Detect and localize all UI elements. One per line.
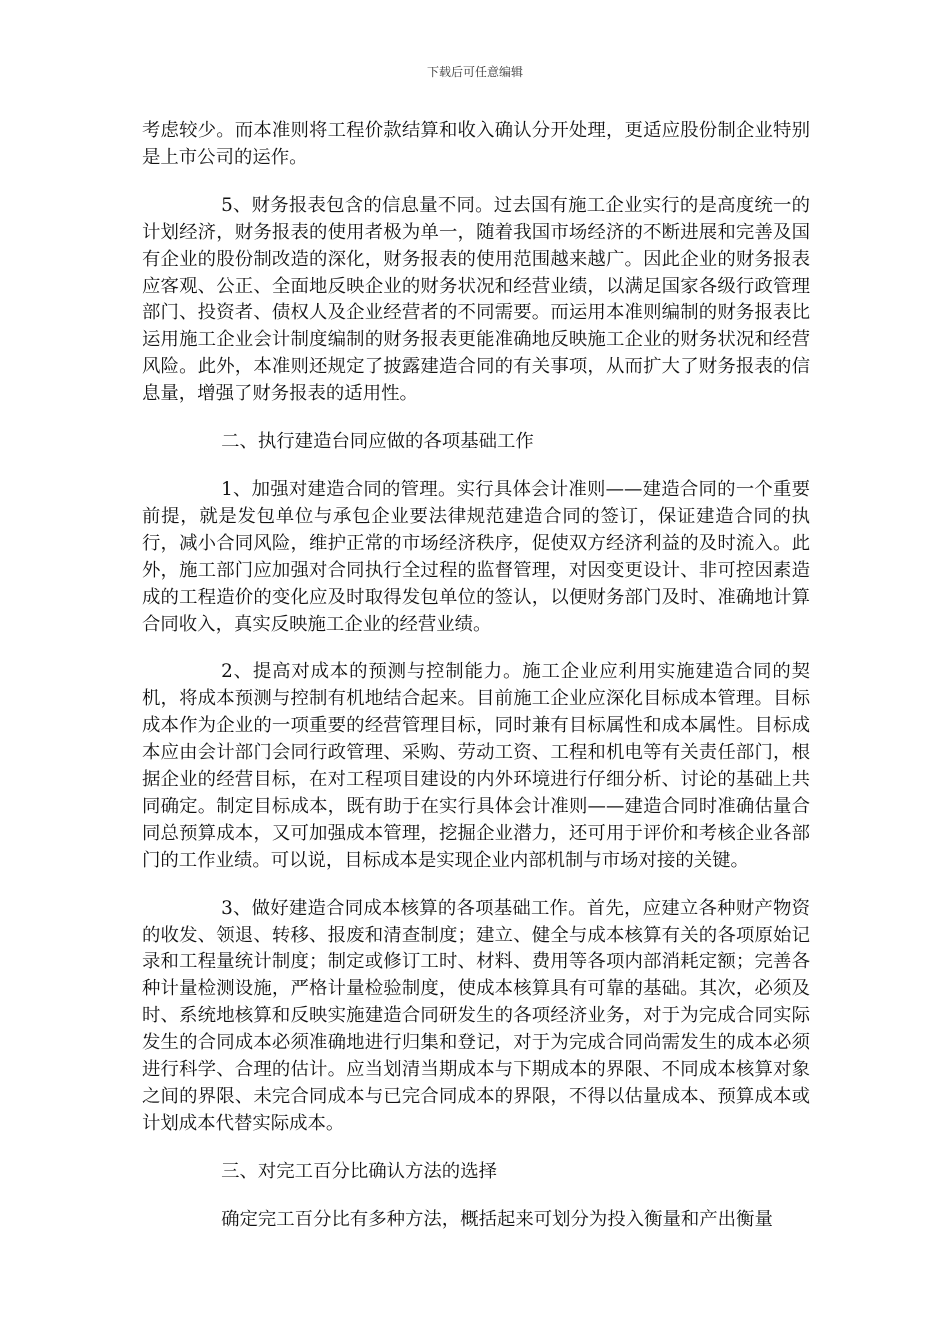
paragraph-contract-management: 1、加强对建造合同的管理。实行具体会计准则——建造合同的一个重要前提，就是发包单位与承包企业要法律规范建造合同的签订，保证建造合同的执行，减小合同风险，维护正常的市场经济秩序，促使双方经济利益的及时流入。此外，施工部门应加强对合同执行全过程的监督管理，对因变更设计、非可控因素造成的工程造价的变化应及时取得发包单位的签认，以便财务部门及时、准确地计算合同收入，真实反映施工企业的经营业绩。 (142, 478, 810, 635)
paragraph-financial-report-info: 5、财务报表包含的信息量不同。过去国有施工企业实行的是高度统一的计划经济，财务报表的使用者极为单一，随着我国市场经济的不断进展和完善及国有企业的股份制改造的深化，财务报表的使用范围越来越广。因此企业的财务报表应客观、公正、全面地反映企业的财务状况和经营业绩，以满足国家各级行政管理部门、投资者、债权人及企业经营者的不同需要。而运用本准则编制的财务报表比运用施工企业会计制度编制的财务报表更能准确地反映施工企业的财务状况和经营风险。此外，本准则还规定了披露建造合同的有关事项，从而扩大了财务报表的信息量，增强了财务报表的适用性。 (142, 194, 810, 405)
paragraph-continuation: 考虑较少。而本准则将工程价款结算和收入确认分开处理，更适应股份制企业特别是上市公司的运作。 (142, 120, 810, 168)
page-header-note: 下载后可任意编辑 (426, 65, 523, 79)
document-body (142, 118, 810, 1255)
paragraph-cost-accounting-basics: 3、做好建造合同成本核算的各项基础工作。首先，应建立各种财产物资的收发、领退、转移、报废和清查制度；建立、健全与成本核算有关的各项原始记录和工程量统计制度；制定或修订工时、材料、费用等各项内部消耗定额；完善各种计量检测设施，严格计量检验制度，使成本核算具有可靠的基础。其次，必须及时、系统地核算和反映实施建造合同研发生的各项经济业务，对于为完成合同实际发生的合同成本必须准确地进行归集和登记，对于为完成合同尚需发生的成本必须进行科学、合理的估计。应当划清当期成本与下期成本的界限、不同成本核算对象之间的界限、未完合同成本与已完合同成本的界限，不得以估量成本、预算成本或计划成本代替实际成本。 (142, 897, 810, 1134)
section-heading-basic-work: 二、执行建造台同应做的各项基础工作 (221, 431, 534, 453)
paragraph-cost-forecast-control: 2、提高对成本的预测与控制能力。施工企业应利用实施建造合同的契机，将成本预测与控制有机地结合起来。目前施工企业应深化目标成本管理。目标成本作为企业的一项重要的经营管理目标，同时兼有目标属性和成本属性。目标成本应由会计部门会同行政管理、采购、劳动工资、工程和机电等有关责任部门，根据企业的经营目标，在对工程项目建设的内外环境进行仔细分析、讨论的基础上共同确定。制定目标成本，既有助于在实行具体会计准则——建造合同时准确估量合同总预算成本，又可加强成本管理，挖掘企业潜力，还可用于评价和考核企业各部门的工作业绩。可以说，目标成本是实现企业内部机制与市场对接的关键。 (142, 661, 810, 871)
section-heading-completion-percentage: 三、对完工百分比确认方法的选择 (221, 1160, 497, 1182)
paragraph-completion-methods: 确定完工百分比有多种方法，概括起来可划分为投入衡量和产出衡量 (221, 1208, 773, 1230)
